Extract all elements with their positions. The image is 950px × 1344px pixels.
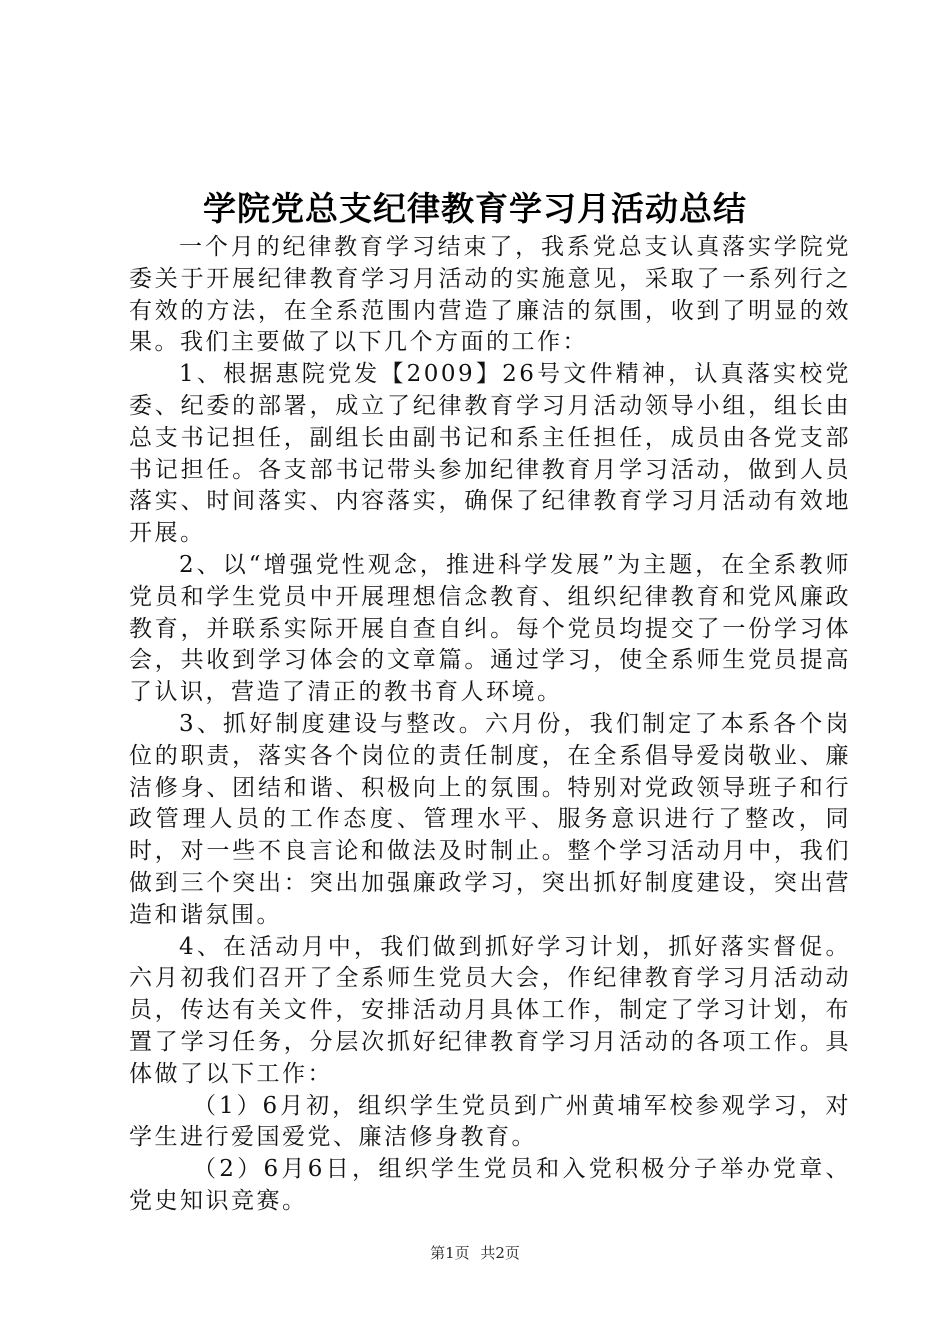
item-2-paragraph: 2、以“增强党性观念，推进科学发展”为主题，在全系教师党员和学生党员中开展理想信念教育、组织纪律教育和党风廉政教育，并联系实际开展自查自纠。每个党员均提交了一份学习体会，共收到学习体会的文章篇。通过学习，使全系师生党员提高了认识，营造了清正的教书育人环境。 xyxy=(129,551,851,706)
item-4-paragraph: 4、在活动月中，我们做到抓好学习计划，抓好落实督促。六月初我们召开了全系师生党员大会，作纪律教育学习月活动动员，传达有关文件，安排活动月具体工作，制定了学习计划，布置了学习任务，分层次抓好纪律教育学习月活动的各项工作。具体做了以下工作： xyxy=(129,933,851,1087)
item-1-paragraph: 1、根据惠院党发【2009】26号文件精神，认真落实校党委、纪委的部署，成立了纪律教育学习月活动领导小组，组长由总支书记担任，副组长由副书记和系主任担任，成员由各党支部书记担任。各支部书记带头参加纪律教育月学习活动，做到人员落实、时间落实、内容落实，确保了纪律教育学习月活动有效地开展。 xyxy=(129,361,851,547)
item-3-paragraph: 3、抓好制度建设与整改。六月份，我们制定了本系各个岗位的职责，落实各个岗位的责任制度，在全系倡导爱岗敬业、廉洁修身、团结和谐、积极向上的氛围。特别对党政领导班子和行政管理人员的工作态度、管理水平、服务意识进行了整改，同时，对一些不良言论和做法及时制止。整个学习活动月中，我们做到三个突出：突出加强廉政学习，突出抓好制度建设，突出营造和谐氛围。 xyxy=(129,710,851,928)
page-number: 第1页 xyxy=(430,1244,470,1262)
sub-item-2-paragraph: （2）6月6日，组织学生党员和入党积极分子举办党章、党史知识竞赛。 xyxy=(129,1156,851,1214)
page-total: 共2页 xyxy=(480,1244,520,1262)
document-body xyxy=(129,232,851,1218)
intro-paragraph: 一个月的纪律教育学习结束了，我系党总支认真落实学院党委关于开展纪律教育学习月活动的实施意见，采取了一系列行之有效的方法，在全系范围内营造了廉洁的氛围，收到了明显的效果。我们主要做了以下几个方面的工作： xyxy=(129,234,851,356)
sub-item-1-paragraph: （1）6月初，组织学生党员到广州黄埔军校参观学习，对学生进行爱国爱党、廉洁修身教育。 xyxy=(129,1092,851,1151)
document-title: 学院党总支纪律教育学习月活动总结 xyxy=(203,189,747,228)
page-footer xyxy=(0,1242,950,1264)
